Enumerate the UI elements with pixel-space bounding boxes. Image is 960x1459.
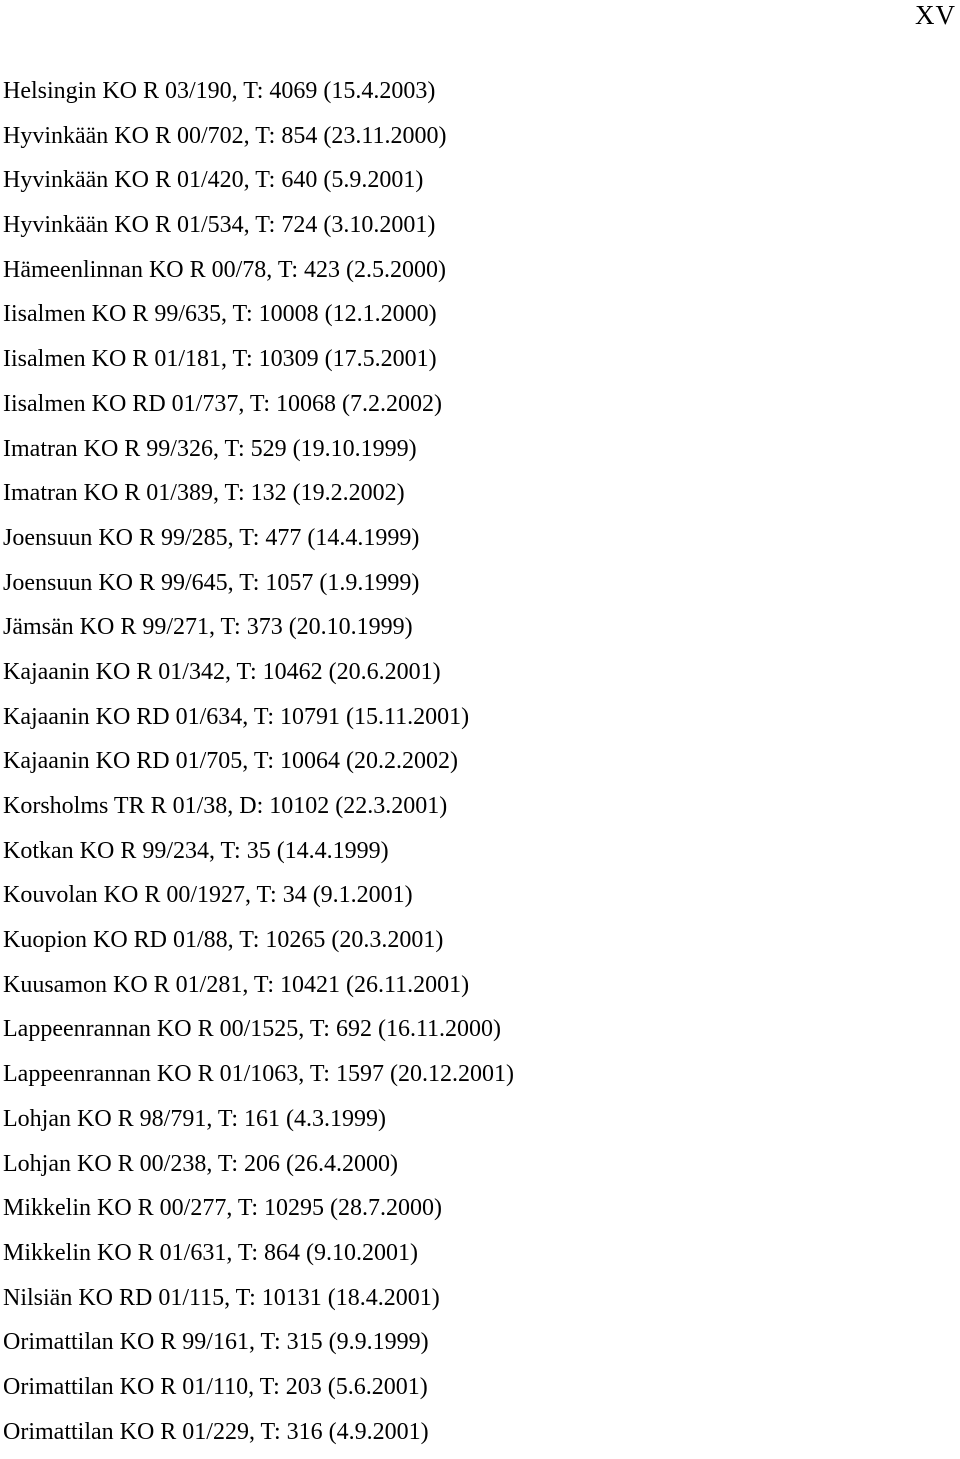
reference-item: Kotkan KO R 99/234, T: 35 (14.4.1999)	[3, 837, 389, 864]
page-number: XV	[915, 0, 956, 30]
reference-item: Iisalmen KO R 99/635, T: 10008 (12.1.2000)	[3, 301, 437, 328]
reference-item: Lohjan KO R 98/791, T: 161 (4.3.1999)	[3, 1105, 387, 1132]
reference-item: Joensuun KO R 99/285, T: 477 (14.4.1999)	[3, 524, 420, 551]
reference-item: Lappeenrannan KO R 01/1063, T: 1597 (20.12.2001)	[3, 1061, 514, 1088]
reference-item: Helsingin KO R 03/190, T: 4069 (15.4.2003)	[3, 78, 436, 104]
reference-item: Lappeenrannan KO R 00/1525, T: 692 (16.11.2000)	[3, 1016, 502, 1043]
reference-item: Jämsän KO R 99/271, T: 373 (20.10.1999)	[3, 614, 413, 641]
reference-item: Korsholms TR R 01/38, D: 10102 (22.3.2001)	[3, 793, 448, 819]
reference-item: Iisalmen KO R 01/181, T: 10309 (17.5.2001)	[3, 346, 437, 373]
reference-item: Kajaanin KO RD 01/705, T: 10064 (20.2.2002)	[3, 748, 458, 775]
reference-item: Kuopion KO RD 01/88, T: 10265 (20.3.2001)	[3, 927, 444, 954]
reference-item: Imatran KO R 01/389, T: 132 (19.2.2002)	[3, 480, 405, 507]
reference-item: Orimattilan KO R 01/110, T: 203 (5.6.2001)	[3, 1373, 428, 1400]
reference-item: Kouvolan KO R 00/1927, T: 34 (9.1.2001)	[3, 882, 413, 909]
reference-item: Mikkelin KO R 01/631, T: 864 (9.10.2001)	[3, 1239, 419, 1266]
reference-item: Hyvinkään KO R 00/702, T: 854 (23.11.2000)	[3, 122, 447, 149]
reference-item: Kuusamon KO R 01/281, T: 10421 (26.11.2001)	[3, 971, 470, 998]
reference-item: Hämeenlinnan KO R 00/78, T: 423 (2.5.2000)	[3, 256, 446, 283]
reference-item: Kajaanin KO RD 01/634, T: 10791 (15.11.2001)	[3, 703, 470, 730]
reference-item: Orimattilan KO R 01/229, T: 316 (4.9.2001)	[3, 1418, 429, 1445]
reference-item: Mikkelin KO R 00/277, T: 10295 (28.7.2000)	[3, 1195, 443, 1222]
reference-item: Imatran KO R 99/326, T: 529 (19.10.1999)	[3, 435, 417, 462]
reference-list	[3, 74, 514, 1459]
reference-item: Orimattilan KO R 99/161, T: 315 (9.9.1999)	[3, 1329, 429, 1356]
reference-item: Lohjan KO R 00/238, T: 206 (26.4.2000)	[3, 1150, 399, 1177]
reference-item: Kajaanin KO R 01/342, T: 10462 (20.6.2001)	[3, 658, 441, 685]
reference-item: Joensuun KO R 99/645, T: 1057 (1.9.1999)	[3, 569, 420, 596]
reference-item: Iisalmen KO RD 01/737, T: 10068 (7.2.2002)	[3, 390, 442, 417]
reference-item: Hyvinkään KO R 01/534, T: 724 (3.10.2001)	[3, 212, 436, 239]
reference-item: Hyvinkään KO R 01/420, T: 640 (5.9.2001)	[3, 167, 424, 194]
reference-item: Nilsiän KO RD 01/115, T: 10131 (18.4.2001)	[3, 1284, 440, 1311]
